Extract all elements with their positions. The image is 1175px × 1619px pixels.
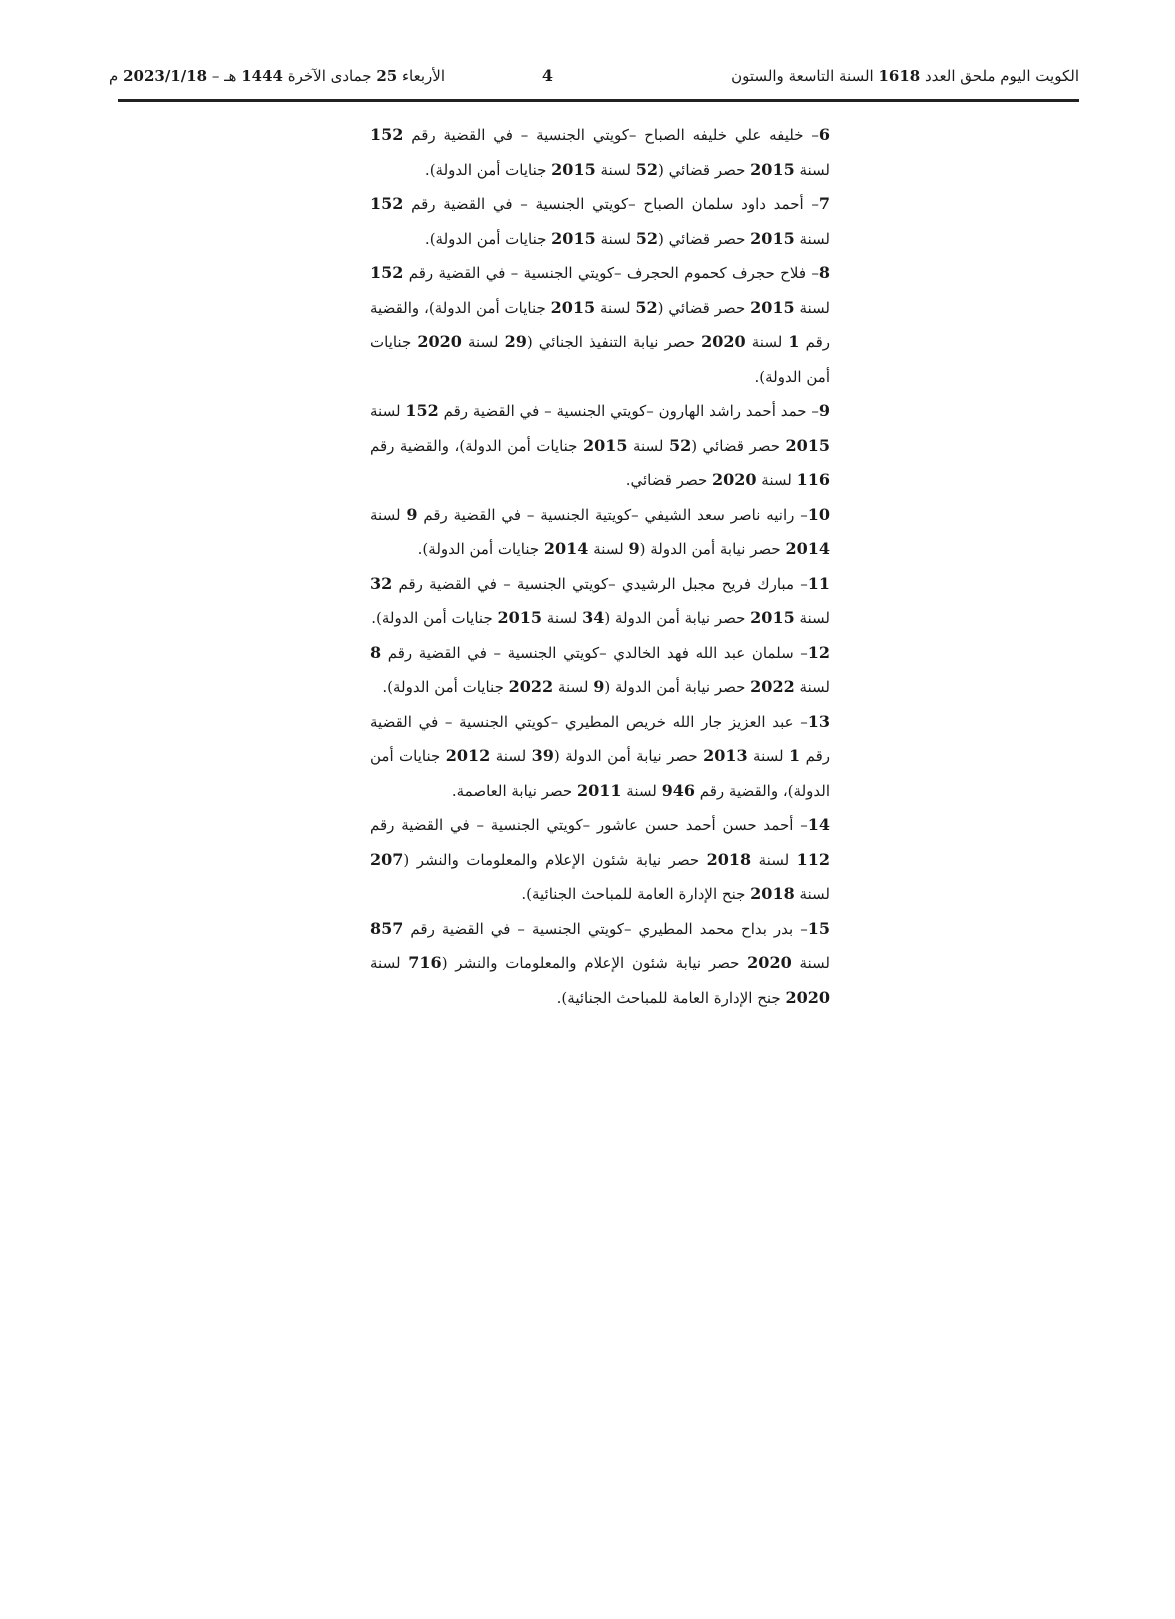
date-info: الأربعاء 25 جمادى الآخرة 1444 هـ – 2023/1/18 م	[109, 67, 445, 85]
page-header	[109, 62, 1079, 90]
entry-11: 11– مبارك فريح مجبل الرشيدي –كويتي الجنسية – في القضية رقم 32 لسنة 2015 حصر نيابة أمن الدولة (34 لسنة 2015 جنايات أمن الدولة).	[370, 573, 830, 627]
issue-info: الكويت اليوم ملحق العدد 1618 السنة التاسعة والستون	[731, 67, 1079, 85]
entry-8: 8– فلاح حجرف كحموم الحجرف –كويتي الجنسية – في القضية رقم 152 لسنة 2015 حصر قضائي (52 لسنة 2015 جنايات أمن الدولة)، والقضية رقم 1 لسنة 2020 حصر نيابة التنفيذ الجنائي (29 لسنة 2020 جنايات أمن الدولة).	[370, 263, 830, 386]
entry-7: 7– أحمد داود سلمان الصباح –كويتي الجنسية – في القضية رقم 152 لسنة 2015 حصر قضائي (52 لسنة 2015 جنايات أمن الدولة).	[370, 194, 830, 248]
page-number: 4	[541, 66, 553, 85]
header-divider	[118, 99, 1079, 102]
entry-13: 13– عبد العزيز جار الله خريص المطيري –كويتي الجنسية – في القضية رقم 1 لسنة 2013 حصر نيابة أمن الدولة (39 لسنة 2012 جنايات أمن الدولة)، والقضية رقم 946 لسنة 2011 حصر نيابة العاصمة.	[370, 711, 830, 800]
entry-6: 6– خليفه علي خليفه الصباح –كويتي الجنسية – في القضية رقم 152 لسنة 2015 حصر قضائي (52 لسنة 2015 جنايات أمن الدولة).	[370, 125, 830, 179]
entry-10: 10– رانيه ناصر سعد الشيفي –كويتية الجنسية – في القضية رقم 9 لسنة 2014 حصر نيابة أمن الدولة (9 لسنة 2014 جنايات أمن الدولة).	[370, 504, 830, 558]
entry-12: 12– سلمان عبد الله فهد الخالدي –كويتي الجنسية – في القضية رقم 8 لسنة 2022 حصر نيابة أمن الدولة (9 لسنة 2022 جنايات أمن الدولة).	[370, 642, 830, 696]
entry-14: 14– أحمد حسن أحمد حسن عاشور –كويتي الجنسية – في القضية رقم 112 لسنة 2018 حصر نيابة شئون الإعلام والمعلومات والنشر (207 لسنة 2018 جنح الإدارة العامة للمباحث الجنائية).	[370, 815, 830, 903]
entry-15: 15– بدر بداح محمد المطيري –كويتي الجنسية – في القضية رقم 857 لسنة 2020 حصر نيابة شئون الإعلام والمعلومات والنشر (716 لسنة 2020 جنح الإدارة العامة للمباحث الجنائية).	[370, 918, 830, 1007]
entries-column	[370, 118, 830, 1015]
entry-9: 9– حمد أحمد راشد الهارون –كويتي الجنسية – في القضية رقم 152 لسنة 2015 حصر قضائي (52 لسنة 2015 جنايات أمن الدولة)، والقضية رقم 116 لسنة 2020 حصر قضائي.	[370, 401, 831, 489]
